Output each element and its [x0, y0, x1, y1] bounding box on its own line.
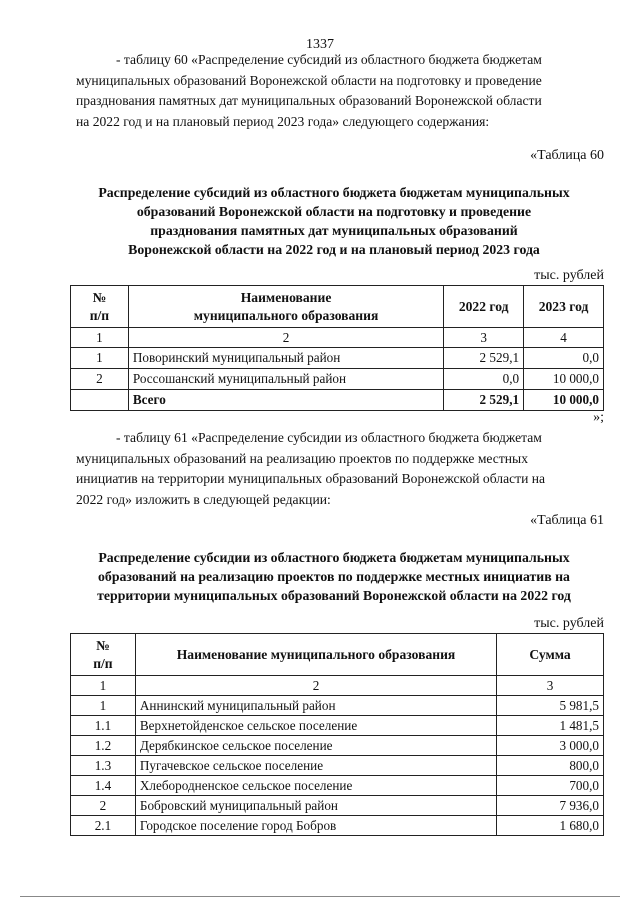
page-bottom-divider [20, 896, 620, 897]
row-2022: 2 529,1 [444, 348, 524, 369]
title-line: территории муниципальных образований Воронежской области на 2022 год [97, 588, 571, 603]
title-line: образований Воронежской области на подготовку и проведение [136, 204, 532, 219]
table-row [71, 796, 604, 816]
index-cell: 4 [524, 328, 604, 348]
text-line: муниципальных образований Воронежской области на подготовку и проведение [76, 72, 542, 88]
title-line: Распределение субсидий из областного бюджета бюджетам муниципальных [98, 185, 570, 200]
table60-units: тыс. рублей [534, 268, 604, 283]
row-name: Хлебородненское сельское поселение [135, 776, 496, 796]
row-sum: 1 481,5 [497, 716, 604, 736]
text-line: муниципальных образований на реализацию проектов по поддержке местных [76, 450, 528, 466]
text-line: празднования памятных дат муниципальных образований Воронежской области [76, 93, 542, 109]
row-num: 1.3 [71, 756, 136, 776]
row-num: 1.1 [71, 716, 136, 736]
row-num: 2.1 [71, 816, 136, 836]
header-num-line: п/п [89, 307, 110, 323]
table-header-row [71, 634, 604, 676]
header-num-line: № [92, 289, 107, 305]
header-num-line: п/п [93, 655, 113, 671]
title-line: образований на реализацию проектов по поддержке местных инициатив на [98, 569, 570, 584]
index-cell: 2 [128, 328, 443, 348]
row-name: Верхнетойденское сельское поселение [135, 716, 496, 736]
table61-label: «Таблица 61 [530, 513, 604, 528]
row-sum: 3 000,0 [497, 736, 604, 756]
header-2023: 2023 год [524, 286, 604, 328]
title-line: празднования памятных дат муниципальных образований [150, 223, 518, 238]
table61-units: тыс. рублей [534, 616, 604, 631]
index-cell: 3 [497, 676, 604, 696]
row-sum: 5 981,5 [497, 696, 604, 716]
table-row [71, 736, 604, 756]
row-sum: 1 680,0 [497, 816, 604, 836]
text-line: на 2022 год и на плановый период 2023 года» следующего содержания: [76, 113, 490, 129]
row-sum: 7 936,0 [497, 796, 604, 816]
table-row [71, 816, 604, 836]
text-line: - таблицу 61 «Распределение субсидии из областного бюджета бюджетам [116, 430, 542, 445]
header-num [71, 286, 129, 328]
index-cell: 3 [444, 328, 524, 348]
row-name: Дерябкинское сельское поселение [135, 736, 496, 756]
row-num: 1 [71, 348, 129, 369]
row-name: Поворинский муниципальный район [128, 348, 443, 369]
header-num-line: № [96, 637, 110, 653]
paragraph-table60-intro [76, 50, 604, 132]
table-index-row [71, 328, 604, 348]
row-name: Аннинский муниципальный район [135, 696, 496, 716]
row-name: Бобровский муниципальный район [135, 796, 496, 816]
table61-title [60, 548, 608, 605]
header-name: Наименование муниципального образования [135, 634, 496, 676]
table-header-row [71, 286, 604, 328]
table-row [71, 756, 604, 776]
row-num: 1.2 [71, 736, 136, 756]
row-num: 2 [71, 369, 129, 390]
title-line: Распределение субсидии из областного бюджета бюджетам муниципальных [98, 550, 570, 565]
table60-close: »; [593, 410, 604, 425]
row-sum: 700,0 [497, 776, 604, 796]
text-line: - таблицу 60 «Распределение субсидий из областного бюджета бюджетам [116, 52, 542, 67]
title-line: Воронежской области на 2022 год и на плановый период 2023 года [128, 242, 540, 257]
text-line: инициатив на территории муниципальных образований Воронежской области на [76, 471, 546, 487]
table-row [71, 776, 604, 796]
row-num: 1.4 [71, 776, 136, 796]
row-2023: 10 000,0 [524, 369, 604, 390]
row-sum: 800,0 [497, 756, 604, 776]
header-name-line: муниципального образования [193, 307, 379, 323]
header-name [128, 286, 443, 328]
row-num: 2 [71, 796, 136, 816]
table-row [71, 369, 604, 390]
row-2022: 0,0 [444, 369, 524, 390]
table-index-row [71, 676, 604, 696]
row-2023: 0,0 [524, 348, 604, 369]
row-name: Россошанский муниципальный район [128, 369, 443, 390]
header-num [71, 634, 136, 676]
index-cell: 1 [71, 676, 136, 696]
total-2023: 10 000,0 [524, 390, 604, 411]
table-total-row [71, 390, 604, 411]
total-num [71, 390, 129, 411]
index-cell: 2 [135, 676, 496, 696]
index-cell: 1 [71, 328, 129, 348]
page-number: 1337 [306, 37, 334, 52]
table-row [71, 716, 604, 736]
table-61 [70, 633, 604, 836]
total-label: Всего [128, 390, 443, 411]
header-name-line: Наименование [240, 289, 332, 305]
table-row [71, 696, 604, 716]
table-row [71, 348, 604, 369]
table60-title [60, 183, 608, 259]
text-line: 2022 год» изложить в следующей редакции: [76, 491, 331, 507]
table-60 [70, 285, 604, 411]
paragraph-table61-intro [76, 428, 604, 510]
header-2022: 2022 год [444, 286, 524, 328]
table60-label: «Таблица 60 [530, 148, 604, 163]
row-num: 1 [71, 696, 136, 716]
row-name: Городское поселение город Бобров [135, 816, 496, 836]
header-sum: Сумма [497, 634, 604, 676]
total-2022: 2 529,1 [444, 390, 524, 411]
row-name: Пугачевское сельское поселение [135, 756, 496, 776]
